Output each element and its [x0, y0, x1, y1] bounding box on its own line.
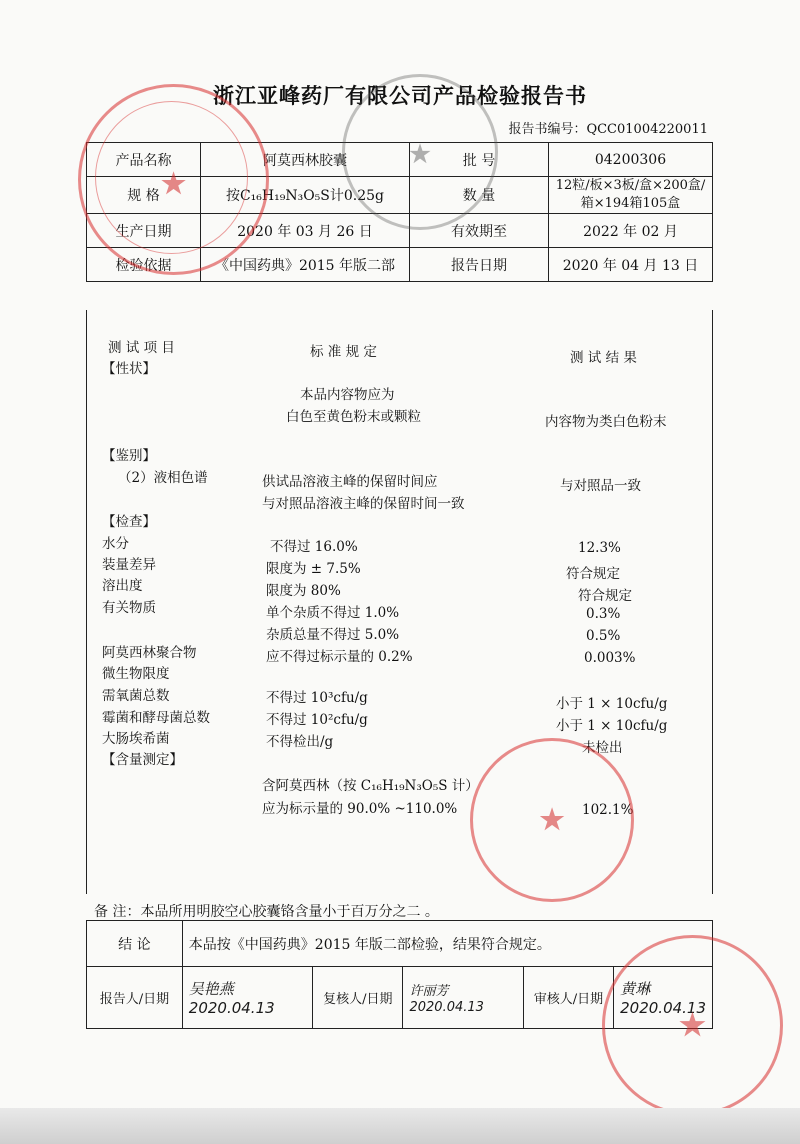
check-item: 微生物限度 — [102, 666, 170, 682]
identification-std-2: 与对照品溶液主峰的保留时间一致 — [262, 496, 465, 512]
assay-std-2: 应为标示量的 90.0% ~110.0% — [262, 801, 458, 817]
col-item-header: 测 试 项 目 — [108, 340, 175, 356]
check-result: 未检出 — [582, 740, 623, 756]
assay-result: 102.1% — [582, 802, 634, 818]
col-standard-header: 标 准 规 定 — [310, 344, 377, 360]
appearance-std-1: 本品内容物应为 — [300, 387, 395, 403]
approver-label: 审核人/日期 — [523, 967, 613, 1029]
reviewer-signature-cell — [403, 967, 523, 1029]
report-title: 浙江亚峰药厂有限公司产品检验报告书 — [213, 84, 587, 108]
check-item: 阿莫西林聚合物 — [102, 645, 197, 661]
section-identification: 【鉴别】 — [102, 448, 156, 464]
check-item: 需氧菌总数 — [102, 688, 170, 704]
expiry-date: 2022 年 02 月 — [549, 214, 713, 248]
seal-stamp-2: ★ — [342, 74, 498, 230]
approver-signature: 黄琳2020.04.13 — [620, 980, 707, 1017]
reviewer-signature: 许丽芳2020.04.13 — [409, 984, 484, 1015]
batch-label: 批 号 — [410, 143, 549, 177]
section-appearance: 【性状】 — [102, 361, 156, 377]
check-item: 水分 — [102, 536, 129, 552]
report-date: 2020 年 04 月 13 日 — [549, 248, 713, 282]
qty-line-1: 12粒/板×3板/盒×200盒/ — [555, 178, 706, 193]
basis-value: 《中国药典》2015 年版二部 — [201, 248, 410, 282]
footer-table — [86, 920, 713, 1029]
expiry-label: 有效期至 — [410, 214, 549, 248]
qty-value — [549, 177, 713, 214]
reviewer-label: 复核人/日期 — [313, 967, 403, 1029]
reporter-signature-cell — [182, 967, 312, 1029]
seal-stamp-1: ★ — [78, 84, 269, 275]
qty-line-2: 箱×194箱105盒 — [580, 196, 681, 211]
check-std: 不得检出/g — [266, 734, 334, 750]
identification-item: （2）液相色谱 — [118, 470, 208, 486]
approver-signature-cell — [614, 967, 713, 1029]
col-result-header: 测 试 结 果 — [570, 350, 637, 366]
reporter-signature: 吴艳燕2020.04.13 — [188, 980, 275, 1017]
qty-label: 数 量 — [410, 177, 549, 214]
prod-date-label: 生产日期 — [87, 214, 201, 248]
check-std: 单个杂质不得过 1.0% — [266, 605, 400, 621]
check-result: 0.3% — [586, 606, 621, 622]
check-result: 0.5% — [586, 628, 621, 644]
identification-std-1: 供试品溶液主峰的保留时间应 — [262, 474, 438, 490]
report-number: 报告书编号：QCC01004220011 — [508, 122, 708, 137]
check-item: 有关物质 — [102, 600, 156, 616]
spec-value: 按C₁₆H₁₉N₃O₅S计0.25g — [201, 177, 410, 214]
check-result: 12.3% — [578, 540, 621, 556]
seal-stamp-3: ★ — [470, 738, 634, 902]
conclusion-text: 本品按《中国药典》2015 年版二部检验，结果符合规定。 — [182, 921, 712, 967]
remark: 备 注：本品所用明胶空心胶囊铬含量小于百万分之二 。 — [94, 904, 439, 920]
assay-std-1: 含阿莫西林（按 C₁₆H₁₉N₃O₅S 计） — [262, 778, 479, 794]
report-date-label: 报告日期 — [410, 248, 549, 282]
check-result: 符合规定 — [578, 588, 632, 604]
check-std: 杂质总量不得过 5.0% — [266, 627, 400, 643]
check-result: 符合规定 — [566, 566, 620, 582]
check-std: 不得过 10³cfu/g — [266, 690, 368, 706]
basis-label: 检验依据 — [87, 248, 201, 282]
seal-stamp-4: ★ — [602, 935, 783, 1116]
section-assay: 【含量测定】 — [102, 752, 183, 768]
appearance-result: 内容物为类白色粉末 — [545, 414, 667, 430]
header-table — [86, 142, 713, 282]
product-name: 阿莫西林胶囊 — [201, 143, 410, 177]
check-std: 限度为 ± 7.5% — [266, 561, 361, 577]
product-name-label: 产品名称 — [87, 143, 201, 177]
check-item: 溶出度 — [102, 578, 143, 594]
check-result: 小于 1 × 10cfu/g — [556, 718, 668, 734]
check-std: 应不得过标示量的 0.2% — [266, 649, 413, 665]
identification-result: 与对照品一致 — [560, 478, 641, 494]
check-std: 不得过 16.0% — [270, 539, 358, 555]
spec-label: 规 格 — [87, 177, 201, 214]
check-std: 限度为 80% — [266, 583, 341, 599]
check-result: 0.003% — [584, 650, 636, 666]
check-result: 小于 1 × 10cfu/g — [556, 696, 668, 712]
scan-edge — [0, 1108, 800, 1144]
check-item: 装量差异 — [102, 557, 156, 573]
batch-number: 04200306 — [549, 143, 713, 177]
check-item: 大肠埃希菌 — [102, 731, 170, 747]
check-item: 霉菌和酵母菌总数 — [102, 710, 210, 726]
check-std: 不得过 10²cfu/g — [266, 712, 368, 728]
prod-date: 2020 年 03 月 26 日 — [201, 214, 410, 248]
appearance-std-2: 白色至黄色粉末或颗粒 — [286, 409, 421, 425]
section-inspection: 【检查】 — [102, 514, 156, 530]
conclusion-label: 结 论 — [87, 921, 183, 967]
reporter-label: 报告人/日期 — [87, 967, 183, 1029]
